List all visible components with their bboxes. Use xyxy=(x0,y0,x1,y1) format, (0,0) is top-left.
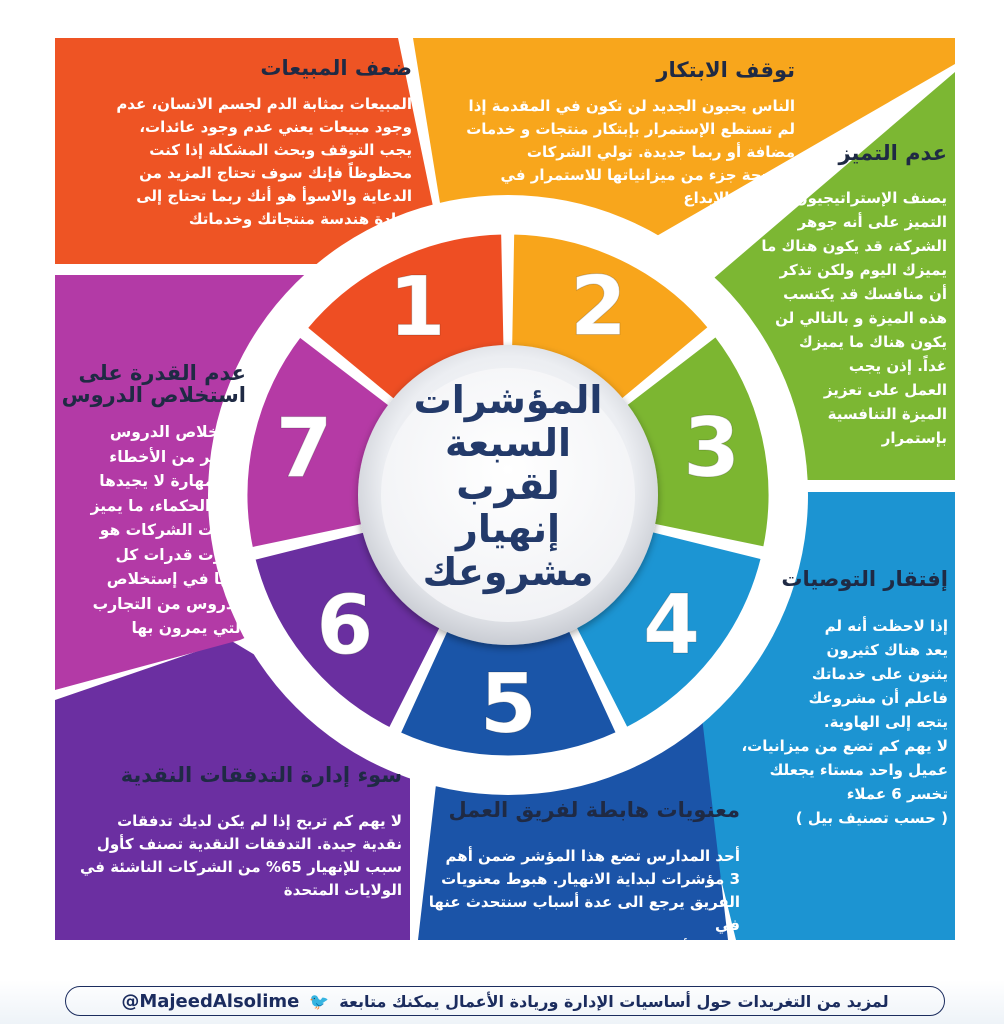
segment-number-6: 6 xyxy=(316,578,374,674)
body-line: يجب التوقف وبحث المشكلة إذا كنت xyxy=(149,141,412,160)
body-line: تفاوت قدرات كل xyxy=(115,545,246,564)
body-line: عميل واحد مستاء يجعلك xyxy=(769,761,948,780)
panel-3-title: عدم التميز xyxy=(838,141,947,165)
body-line: الناس يحبون الجديد لن تكون في المقدمة إذا xyxy=(468,97,795,116)
body-line: محظوظاً فإنك سوف تحتاج المزيد من xyxy=(139,164,412,183)
panel-7 xyxy=(60,362,246,641)
body-line: سبب للإنهيار 65% من الشركات الناشئة في xyxy=(79,858,402,877)
segment-number-1: 1 xyxy=(388,259,446,355)
body-line: وجود مبيعات يعني عدم وجود عائدات، xyxy=(139,118,412,137)
body-line: أن منافسك قد يكتسب xyxy=(783,285,947,304)
body-line: يكون هناك ما يميزك xyxy=(799,333,947,352)
panel-7-body xyxy=(60,420,246,641)
panel-3-body xyxy=(735,186,947,450)
body-line: ( حسب تصنيف بيل ) xyxy=(795,809,948,828)
body-line: منها في إستخلاص xyxy=(106,570,246,588)
body-line: 3 مؤشرات لبداية الانهيار. هبوط معنويات xyxy=(441,870,740,889)
body-line: التميز على أنه جوهر xyxy=(797,213,947,232)
body-line: الدروس من التجارب xyxy=(92,594,246,613)
body-line: فاعلم أن مشروعك xyxy=(808,689,948,708)
body-line: تغريدة أخرى xyxy=(649,939,740,958)
panel-5-title: معنويات هابطة لفريق العمل xyxy=(448,798,740,822)
twitter-handle-link[interactable]: @MajeedAlsolime xyxy=(121,990,300,1012)
footer-banner xyxy=(65,986,945,1016)
body-line: هذه الميزة و بالتالي لن xyxy=(775,309,947,328)
body-line: نقدية جيدة. التدفقات النقدية تصنف كأول xyxy=(96,835,402,854)
body-line: يتجه إلى الهاوية. xyxy=(823,713,948,732)
segment-number-5: 5 xyxy=(479,656,537,752)
segment-number-7: 7 xyxy=(275,401,333,497)
body-line: يثنون على خدماتك xyxy=(811,665,948,684)
panel-1 xyxy=(62,55,412,231)
body-line: إذا لاحظت أنه لم xyxy=(824,617,948,636)
center-title-line: إنهيار xyxy=(455,507,561,551)
body-line: التي يمرون بها xyxy=(131,619,246,637)
body-line: الميزة التنافسية xyxy=(827,405,947,424)
body-line: العمل على تعزيز xyxy=(823,381,947,400)
body-line: لا يهم كم تضع من ميزانيات، xyxy=(741,737,948,756)
body-line: المبيعات بمثابة الدم لجسم الانسان، عدم xyxy=(116,95,412,114)
panel-6 xyxy=(60,762,402,902)
body-line: يميزك اليوم ولكن تذكر xyxy=(779,261,947,280)
center-title-line: مشروعك xyxy=(422,550,594,594)
body-line: الولايات المتحدة xyxy=(283,881,402,900)
segment-number-3: 3 xyxy=(683,401,741,497)
body-line: الشركة، قد يكون هناك ما xyxy=(761,237,947,256)
center-title-line: السبعة xyxy=(445,421,571,465)
body-line: الدعاية والاسوأ هو أنك ربما تحتاج إلى xyxy=(136,187,412,206)
panel-6-title: سوء إدارة التدفقات النقدية xyxy=(120,763,402,787)
panel-5 xyxy=(418,797,740,960)
body-line: والعبر من الأخطاء xyxy=(109,447,246,466)
body-line: سوا الحكماء، ما يميز xyxy=(90,496,246,515)
panel-4-body xyxy=(718,614,948,830)
panel-5-body xyxy=(418,845,740,960)
body-line: لم تستطع الإستمرار بإبتكار منتجات و خدمات xyxy=(466,120,795,139)
panel-7-title xyxy=(60,362,246,406)
body-line: الناجحة جزء من ميزانياتها للاستمرار في xyxy=(500,166,795,185)
twitter-bird-icon: 🐦 xyxy=(309,991,330,1011)
title-line: عدم القدرة على xyxy=(78,361,246,385)
body-line: هي مهارة لا يجيدها xyxy=(99,472,246,490)
center-title-line: لقرب xyxy=(456,464,560,508)
segment-number-2: 2 xyxy=(569,259,627,355)
body-line: بإستمرار xyxy=(881,429,947,448)
panel-4-title: إفتقار التوصيات xyxy=(781,567,948,591)
panel-6-body xyxy=(60,810,402,902)
body-line: لا يهم كم تربح إذا لم يكن لديك تدفقات xyxy=(117,812,402,831)
title-line: استخلاص الدروس xyxy=(61,383,246,407)
body-line: يعد هناك كثيرون xyxy=(826,641,948,660)
center-title-line: المؤشرات xyxy=(413,378,603,422)
panel-2-title: توقف الابتكار xyxy=(656,58,795,82)
body-line: الإبتكار والابداع xyxy=(683,189,795,208)
body-line: غداً. إذن يجب xyxy=(848,357,947,376)
panel-4 xyxy=(718,566,948,830)
panel-1-title: ضعف المبيعات xyxy=(260,56,412,80)
body-line: الفريق يرجع الى عدة أسباب سنتحدث عنها في xyxy=(428,893,740,935)
body-line: أحد المدارس تضع هذا المؤشر ضمن أهم xyxy=(445,847,740,866)
body-line: مضافة أو ربما جديدة. تولي الشركات xyxy=(526,143,795,162)
footer-text: لمزيد من التغريدات حول أساسيات الإدارة وريادة الأعمال يمكنك متابعة xyxy=(339,991,889,1011)
body-line: يصنف الإستراتيجيون xyxy=(794,189,947,208)
panel-3 xyxy=(735,140,947,450)
body-line: خبرات الشركات هو xyxy=(99,521,246,539)
panel-1-body xyxy=(62,93,412,231)
body-line: استخلاص الدروس xyxy=(109,423,246,441)
body-line: إعادة هندسة منتجاتك وخدماتك xyxy=(188,210,412,229)
body-line: تخسر 6 عملاء xyxy=(846,785,948,804)
segment-number-4: 4 xyxy=(643,578,701,674)
